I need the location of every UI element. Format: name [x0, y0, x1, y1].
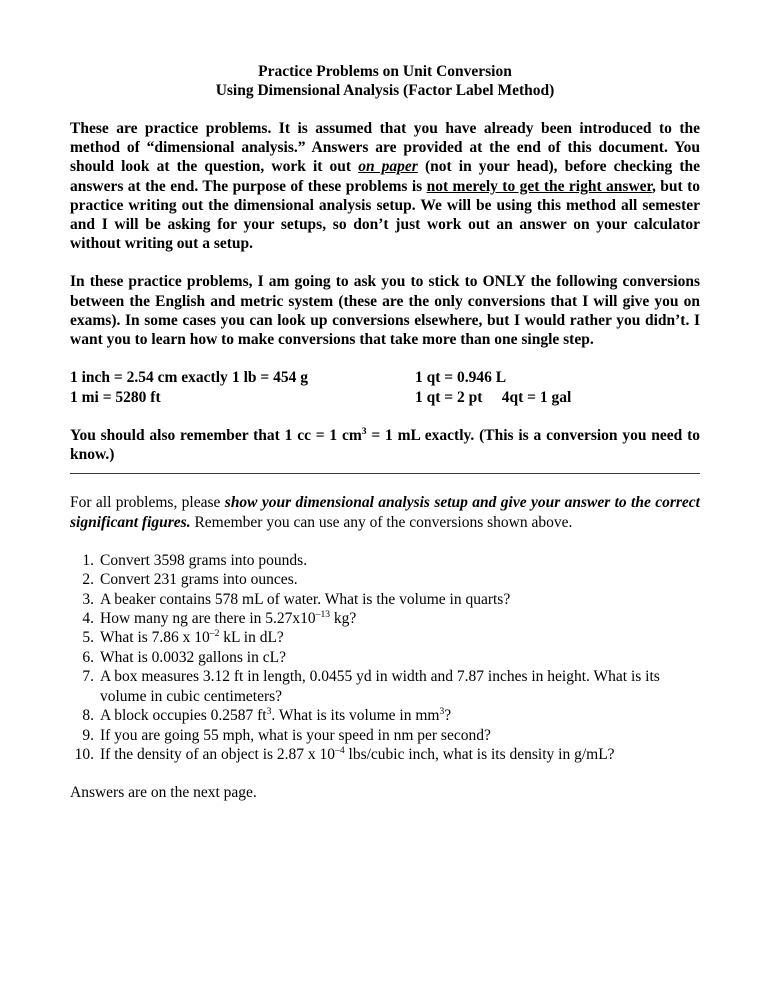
question-number: 9.	[82, 726, 94, 744]
spacer	[70, 764, 700, 783]
conversions-table	[70, 368, 571, 407]
cc-note-segment-1: You should also remember that 1 cc = 1 cm	[70, 427, 362, 445]
question-list	[70, 551, 700, 764]
title-line-2: Using Dimensional Analysis (Factor Label Method)	[215, 82, 555, 99]
question-item	[70, 648, 700, 667]
question-text	[100, 628, 700, 647]
conversion-lb-g: 1 lb = 454 g	[232, 369, 309, 387]
intro-emphasis-right-answer: not merely to get the right answer	[426, 177, 652, 195]
question-text-segment: If the density of an object is 2.87 x 10	[100, 745, 336, 763]
cc-note-superscript: 3	[361, 425, 367, 437]
instruction-paragraph	[70, 493, 700, 531]
question-text	[100, 648, 700, 667]
instruction-segment-2: Remember you can use any of the conversions shown above.	[190, 513, 573, 531]
question-text-segment: How many ng are there in 5.27x10	[100, 610, 316, 628]
question-number: 1.	[82, 551, 94, 569]
intro-segment-3: , but to practice writing out the dimensional analysis setup. We will be using this method all semester and I will be asking for your setups, so don’t just work out an answer on your calculator without writing out a setup.	[70, 177, 700, 253]
spacer	[70, 407, 700, 426]
question-superscript: 3	[266, 705, 272, 717]
question-item	[70, 551, 700, 570]
intro-segment-2: (not in your head), before checking the answers at the end. The purpose of these problems is	[70, 158, 700, 195]
document-title	[70, 62, 700, 100]
question-number: 3.	[82, 590, 94, 608]
question-text-segment: If you are going 55 mph, what is your speed in nm per second?	[100, 726, 491, 744]
question-text-segment: kL in dL?	[219, 629, 284, 647]
question-text-segment: kg?	[330, 610, 357, 628]
conversion-qt-pt-gal: 1 qt = 2 pt 4qt = 1 gal	[415, 388, 572, 406]
spacer	[70, 349, 700, 368]
question-number: 2.	[82, 571, 94, 589]
spacer	[70, 253, 700, 272]
title-line-1: Practice Problems on Unit Conversion	[258, 63, 512, 80]
question-superscript: –13	[315, 608, 331, 620]
question-item	[70, 706, 700, 725]
question-item	[70, 590, 700, 609]
cc-note-paragraph	[70, 426, 700, 464]
spacer	[70, 532, 700, 551]
question-number: 10.	[74, 745, 94, 763]
question-text-segment: A beaker contains 578 mL of water. What is the volume in quarts?	[100, 590, 511, 608]
spacer	[70, 100, 700, 119]
question-item	[70, 726, 700, 745]
question-item	[70, 570, 700, 589]
question-superscript: 3	[439, 705, 445, 717]
conversion-qt-l: 1 qt = 0.946 L	[415, 369, 507, 387]
conversions-row-1	[70, 368, 571, 387]
question-text	[100, 590, 700, 609]
instruction-emphasis: show your dimensional analysis setup and give your answer to the correct significant figures.	[70, 494, 700, 531]
question-text-segment: What is 7.86 x 10	[100, 629, 210, 647]
question-text-segment: A box measures 3.12 ft in length, 0.0455 yd in width and 7.87 inches in height. What is its volume in cubic centimeters?	[100, 668, 660, 705]
question-text-segment: Convert 231 grams into ounces.	[100, 571, 298, 589]
question-text	[100, 551, 700, 570]
intro-emphasis-on-paper: on paper	[358, 158, 418, 176]
question-item	[70, 667, 700, 706]
question-item	[70, 628, 700, 647]
question-item	[70, 609, 700, 628]
question-text	[100, 667, 700, 706]
cc-note-segment-2: = 1 mL exactly. (This is a conversion you need to know.)	[70, 427, 700, 464]
conversions-row-2	[70, 388, 571, 407]
question-text	[100, 609, 700, 628]
question-number: 7.	[82, 668, 94, 686]
conversion-empty-cell	[232, 388, 415, 407]
question-text-segment: A block occupies 0.2587 ft	[100, 707, 267, 725]
intro-segment-1: These are practice problems. It is assumed that you have already been introduced to the method of “dimensional analysis.” Answers are provided at the end of this document. You should look at the question, work it out	[70, 120, 700, 176]
closing-note: Answers are on the next page.	[70, 784, 257, 802]
question-number: 8.	[82, 707, 94, 725]
intro-paragraph	[70, 119, 700, 253]
question-item	[70, 745, 700, 764]
question-text	[100, 745, 700, 764]
question-text-segment: Convert 3598 grams into pounds.	[100, 551, 308, 569]
question-text	[100, 570, 700, 589]
scope-paragraph: In these practice problems, I am going to ask you to stick to ONLY the following conversions between the English and metric system (these are the only conversions that I will give you on exams). In some cases you can look up conversions elsewhere, but I would rather you didn’t. I want you to learn how to make conversions that take more than one single step.	[70, 273, 700, 349]
spacer	[70, 474, 700, 493]
document-content	[70, 62, 700, 803]
question-text-segment: . What is its volume in mm	[271, 707, 440, 725]
question-text-segment: What is 0.0032 gallons in cL?	[100, 648, 286, 666]
question-text-segment: ?	[444, 707, 452, 725]
question-superscript: –4	[335, 744, 345, 756]
question-text	[100, 726, 700, 745]
question-number: 4.	[82, 610, 94, 628]
conversion-inch-cm: 1 inch = 2.54 cm exactly	[70, 369, 228, 387]
question-number: 5.	[82, 629, 94, 647]
question-text	[100, 706, 700, 725]
question-number: 6.	[82, 648, 94, 666]
instruction-segment-1: For all problems, please	[70, 494, 225, 512]
question-superscript: –2	[209, 628, 220, 640]
conversion-mi-ft: 1 mi = 5280 ft	[70, 388, 161, 406]
question-text-segment: lbs/cubic inch, what is its density in g/mL?	[344, 745, 615, 763]
